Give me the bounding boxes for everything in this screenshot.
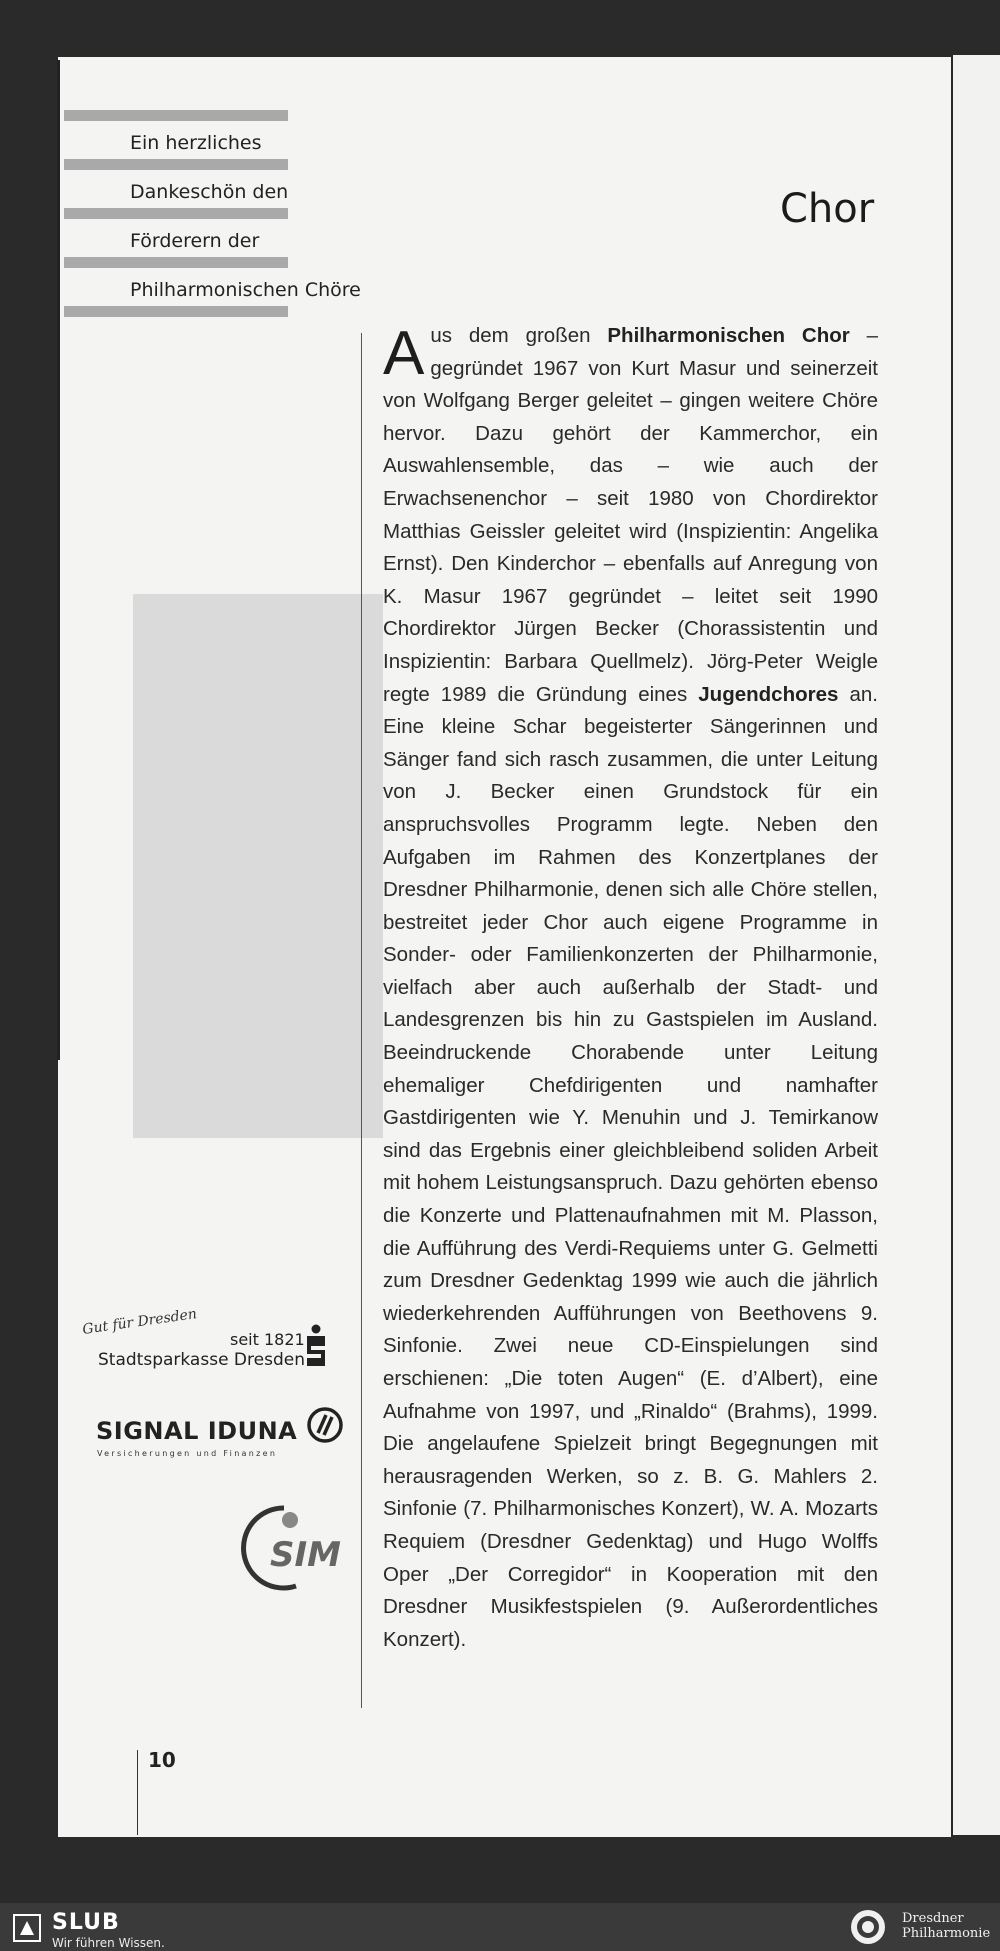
article-body xyxy=(383,320,878,1656)
dresdner-philharmonie-logo-icon xyxy=(842,1907,894,1947)
bold-term-jugendchor: Jugendchores xyxy=(698,682,839,706)
stripe-bar xyxy=(64,306,288,317)
text-run: an. Eine kleine Schar begeisterter Sängerinnen und Sänger fand sich rasch zusammen, die unter Leitung von J. Becker einen Grundstock für ein anspruchsvolles Programm legte. Neben den Aufgaben im Rahmen des Konzertplanes der Dresdner Philharmonie, denen sich alle Chöre stellen, bestreitet jeder Chor auch eigene Programme in Sonder- oder Familienkonzerten der Philharmonie, vielfach aber auch außerhalb der Stadt- und Landesgrenzen bis hin zu Gastspielen im Ausland. Beeindruckende Chorabende unter Leitung ehemaliger Chefdirigenten und namhafter Gastdirigenten wie Y. Menuhin und J. Temirkanow sind das Ergebnis einer gleichbleibend soliden Arbeit mit hohem Leistungsanspruch. Dazu gehörten ebenso die Konzerte und Plattenaufnahmen mit M. Plasson, die Aufführung des Verdi-Requiems unter G. Gelmetti zum Dresdner Gedenktag 1999 wie auch die jährlich wiederkehrenden Aufführungen von Beethovens 9. Sinfonie. Zwei neue CD-Einspielungen sind erschienen: „Die toten Augen“ (E. d’Albert), eine Aufnahme von 1997, und „Rinaldo“ (Brahms), 1999. Die angelaufene Spielzeit bringt Begegnungen mit herausragenden Werken, so z. B. G. Mahlers 2. Sinfonie (7. Philharmonisches Konzert), W. A. Mozarts Requiem (Dresdner Gedenktag) und Hugo Wolffs Oper „Der Corregidor“ in Kooperation mit den Dresdner Musikfestspielen (9. Außerordentliches Konzert). xyxy=(383,682,878,1651)
dresdner-philharmonie-wordmark[interactable] xyxy=(902,1911,990,1941)
dp-line-2: Philharmonie xyxy=(902,1926,991,1941)
article-paragraph xyxy=(383,320,878,1656)
dp-line-1: Dresdner xyxy=(902,1911,964,1926)
stripe-bar xyxy=(64,208,288,219)
page-title: Chor xyxy=(780,186,875,232)
stripe-bar xyxy=(64,257,288,268)
slub-logo-icon xyxy=(12,1913,42,1943)
dedication-line-4: Philharmonischen Chöre xyxy=(130,279,361,301)
stripe-bar xyxy=(64,159,288,170)
page-number-rule xyxy=(137,1750,138,1835)
sim-logo-text: SIM xyxy=(270,1535,341,1575)
slub-tagline: Wir führen Wissen. xyxy=(52,1936,165,1950)
image-placeholder-block xyxy=(133,594,383,1138)
signal-iduna-subtitle: Versicherungen und Finanzen xyxy=(97,1449,278,1458)
sparkasse-logo-icon xyxy=(305,1324,327,1368)
slub-logo-title[interactable]: SLUB xyxy=(52,1910,120,1935)
sim-logo-icon xyxy=(236,1500,346,1592)
stripe-bar xyxy=(64,110,288,121)
sponsor-signal-iduna xyxy=(96,1405,366,1465)
text-run: – gegründet 1967 von Kurt Masur und seinerzeit von Wolfgang Berger geleitet – gingen weitere Chöre hervor. Dazu gehört der Kammerchor, ein Auswahlensemble, das – wie auch der Erwachsenenchor – seit 1980 von Chordirektor Matthias Geissler geleitet wird (Inspizientin: Angelika Ernst). Den Kinderchor – ebenfalls auf Anregung von K. Masur 1967 gegründet – leitet seit 1990 Chordirektor Jürgen Becker (Chorassistentin und Inspizientin: Barbara Quellmelz). Jörg-Peter Weigle regte 1989 die Gründung eines xyxy=(383,324,878,706)
column-divider xyxy=(361,333,362,1708)
sparkasse-signature: Gut für Dresden xyxy=(81,1306,198,1338)
drop-cap: A xyxy=(383,319,425,388)
bold-term-philharmonischer-chor: Philharmonischen Chor xyxy=(607,324,850,347)
signal-iduna-name: SIGNAL IDUNA xyxy=(96,1417,298,1445)
sponsor-stadtsparkasse xyxy=(80,1306,350,1370)
viewer-footer-bar xyxy=(0,1903,1000,1951)
page-number: 10 xyxy=(148,1748,176,1772)
sparkasse-since: seit 1821 xyxy=(230,1330,305,1349)
text-run: us dem großen xyxy=(430,324,608,347)
page-fold xyxy=(57,60,60,1060)
dedication-line-3: Förderern der xyxy=(130,230,260,252)
adjacent-page-edge xyxy=(953,55,1000,1835)
dedication-line-2: Dankeschön den xyxy=(130,181,289,203)
dedication-line-1: Ein herzliches xyxy=(130,132,262,154)
sparkasse-name: Stadtsparkasse Dresden xyxy=(98,1350,305,1370)
signal-iduna-logo-icon xyxy=(306,1405,344,1445)
